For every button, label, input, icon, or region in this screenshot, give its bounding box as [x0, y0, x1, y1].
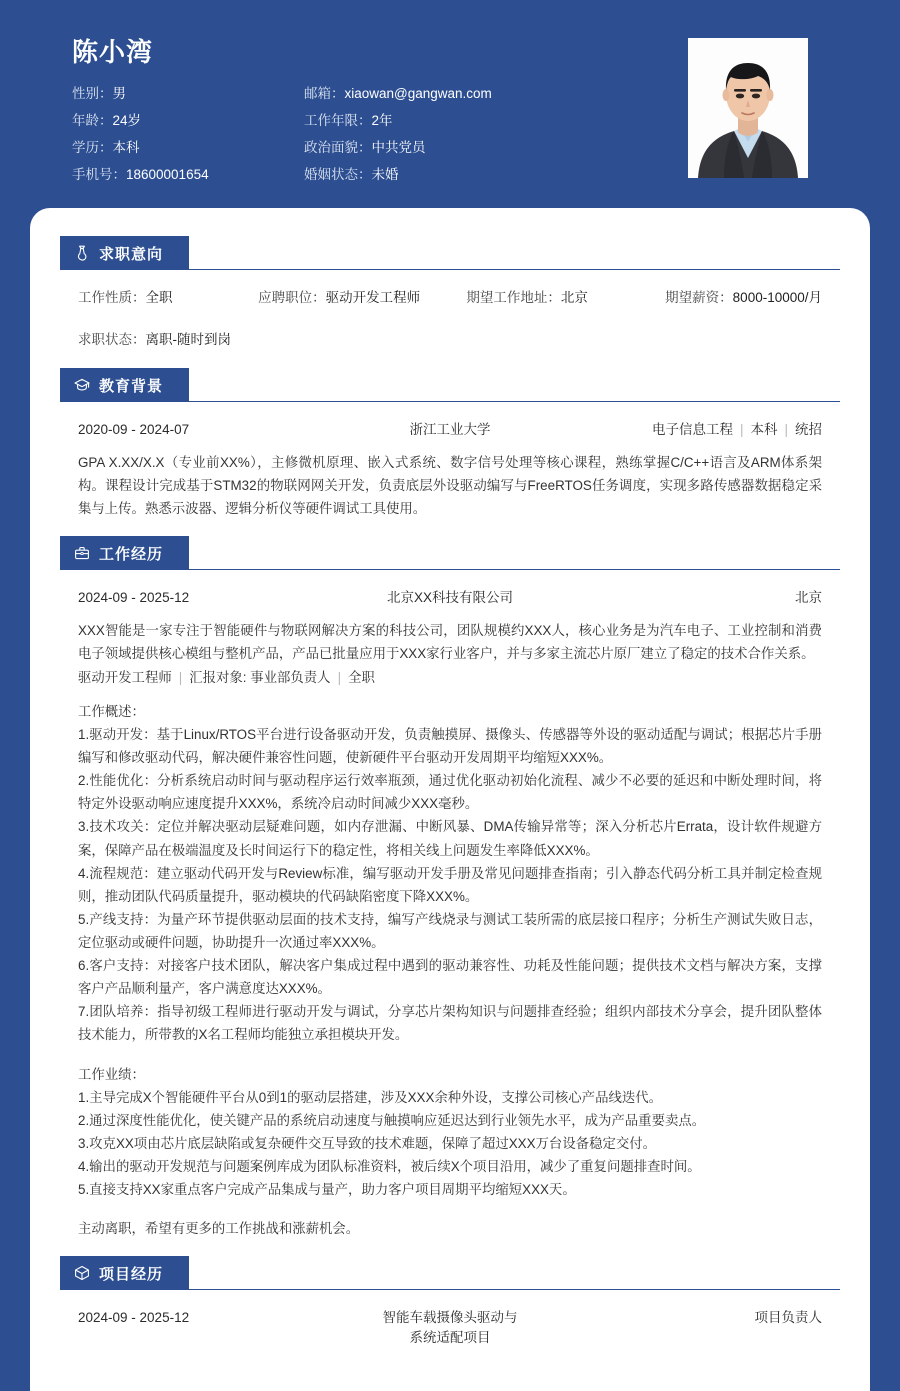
intention-job-nature-label: 工作性质：: [78, 290, 146, 305]
section-title-text: 项目经历: [99, 1265, 164, 1283]
work-company: 北京XX科技有限公司: [386, 590, 513, 606]
section-title-bar: [60, 1256, 189, 1290]
header-field-email-value: xiaowan@gangwan.com: [344, 85, 492, 101]
education-major: 电子信息工程: [651, 422, 733, 437]
header-field-phone-label: 手机号：: [72, 166, 126, 182]
header-field-experience: [304, 109, 644, 129]
graduation-cap-icon: [74, 377, 90, 393]
intention-position: [258, 286, 466, 306]
section-title-text: 教育背景: [99, 377, 164, 395]
necktie-icon: [74, 245, 90, 261]
work-overview-item: 6.客户支持：对接客户技术团队，解决客户集成过程中遇到的驱动兼容性、功耗及性能问题；提供技术文档与解决方案，支撑客户产品顺利量产，客户满意度达XXX%。: [78, 957, 822, 996]
header-field-email: [304, 82, 644, 102]
work-achievement-title: 工作业绩：: [78, 1066, 145, 1082]
section-title-bar: [60, 236, 189, 270]
header-field-gender-label: 性别：: [72, 85, 113, 101]
section-body-job-intention: [60, 270, 840, 366]
intention-job-nature-value: 全职: [145, 290, 173, 305]
section-body-education: [60, 402, 840, 534]
section-title-bar: [60, 536, 189, 570]
header-field-education-label: 学历：: [72, 139, 113, 155]
resume-body-card: [30, 208, 870, 1391]
work-overview-item: 4.流程规范：建立驱动代码开发与Review标准，编写驱动开发手册及常见问题排查指南；引入静态代码分析工具并制定检查规则，推动团队代码质量提升，驱动模块的代码缺陷密度下降XXX%。: [78, 865, 822, 904]
header-field-marital: [304, 163, 644, 183]
intention-location: [466, 286, 665, 306]
section-title-bar: [60, 368, 189, 402]
resume-header: [0, 0, 900, 208]
header-info-row: [72, 159, 652, 186]
header-field-phone-value: 18600001654: [126, 166, 209, 182]
header-field-gender-value: 男: [112, 85, 126, 101]
work-overview-item: 5.产线支持：为量产环节提供驱动层面的技术支持，编写产线烧录与测试工装所需的底层接口程序；分析生产测试失败日志，定位驱动或硬件问题，协助提升一次通过率XXX%。: [78, 911, 822, 950]
candidate-name: 陈小湾: [72, 37, 154, 67]
header-info-row: [72, 78, 652, 105]
header-field-age: [72, 109, 304, 129]
intention-location-label: 期望工作地址：: [466, 290, 561, 305]
work-position-line: [78, 667, 822, 686]
header-field-political-label: 政治面貌：: [304, 139, 372, 155]
intention-status-label: 求职状态：: [78, 332, 146, 347]
project-entry-header: [78, 1306, 822, 1346]
intention-salary-value: 8000-10000/月: [732, 290, 822, 305]
project-name: 智能车载摄像头驱动与系统适配项目: [382, 1310, 518, 1346]
header-info-grid: [72, 78, 652, 186]
header-field-political-value: 中共党员: [371, 139, 426, 155]
meta-separator: |: [739, 422, 744, 437]
project-date: 2024-09 - 2025-12: [78, 1310, 190, 1326]
intention-status: [78, 328, 270, 348]
meta-separator: |: [784, 422, 788, 437]
section-header-project-experience: [60, 1256, 840, 1290]
intention-row: [78, 328, 822, 348]
section-body-work-experience: [60, 570, 840, 1254]
work-overview-item: 7.团队培养：指导初级工程师进行驱动开发与调试，分享芯片架构知识与问题排查经验；组织内部技术分享会，提升团队整体技术能力，所带教的X名工程师均能独立承担模块开发。: [78, 1003, 822, 1042]
header-field-marital-value: 未婚: [371, 166, 399, 182]
header-field-email-label: 邮箱：: [304, 85, 345, 101]
work-achievement-item: 5.直接支持XX家重点客户完成产品集成与量产，助力客户项目周期平均缩短XXX天。: [78, 1182, 576, 1198]
meta-separator: |: [337, 670, 342, 686]
box-icon: [74, 1265, 90, 1281]
section-education: [60, 368, 840, 534]
section-header-work-experience: [60, 536, 840, 570]
work-achievement-item: 2.通过深度性能优化，使关键产品的系统启动速度与触摸响应延迟达到行业领先水平，成为产品重要卖点。: [78, 1113, 706, 1129]
project-role: 项目负责人: [754, 1310, 822, 1326]
header-info-row: [72, 132, 652, 159]
education-meta: [522, 418, 822, 438]
intention-position-label: 应聘职位：: [258, 290, 326, 305]
work-job-type: 全职: [348, 670, 375, 686]
work-company-intro: XXX智能是一家专注于智能硬件与物联网解决方案的科技公司，团队规模约XXX人，核心业务是为汽车电子、工业控制和消费电子领域提供核心模组与整机产品，产品已批量应用于XXX家行业客户，并与多家主流芯片原厂建立了稳定的技术合作关系。: [78, 623, 822, 662]
work-overview-item: 2.性能优化：分析系统启动时间与驱动程序运行效率瓶颈，通过优化驱动初始化流程、减少不必要的延迟和中断处理时间，将特定外设驱动响应速度提升XXX%，系统冷启动时间减少XXX毫秒。: [78, 773, 822, 812]
spacer: [78, 1046, 822, 1063]
work-entry-header: [78, 586, 822, 606]
header-field-education: [72, 136, 304, 156]
section-header-job-intention: [60, 236, 840, 270]
header-field-age-value: 24岁: [112, 112, 142, 128]
section-project-experience: [60, 1256, 840, 1373]
header-info-row: [72, 105, 652, 132]
intention-row: [78, 286, 822, 306]
intention-position-value: 驱动开发工程师: [325, 290, 421, 305]
education-school: 浙江工业大学: [409, 422, 491, 437]
section-body-project-experience: [60, 1290, 840, 1373]
education-date: 2020-09 - 2024-07: [78, 422, 190, 437]
header-field-marital-label: 婚姻状态：: [304, 166, 372, 182]
education-entry-header: [78, 418, 822, 438]
meta-separator: |: [178, 670, 183, 686]
header-field-phone: [72, 163, 304, 183]
header-field-experience-value: 2年: [371, 112, 393, 128]
header-field-experience-label: 工作年限：: [304, 112, 372, 128]
work-report-to: 汇报对象: 事业部负责人: [189, 670, 331, 686]
briefcase-icon: [74, 545, 90, 561]
header-field-political: [304, 136, 644, 156]
section-job-intention: [60, 236, 840, 366]
header-field-age-label: 年龄：: [72, 112, 113, 128]
work-overview-title: 工作概述：: [78, 704, 145, 720]
section-work-experience: [60, 536, 840, 1254]
intention-job-nature: [78, 286, 258, 306]
work-overview-item: 3.技术攻关：定位并解决驱动层疑难问题，如内存泄漏、中断风暴、DMA传输异常等；深入分析芯片Errata，设计软件规避方案，保障产品在极端温度及长时间运行下的稳定性，将相关线上问题发生率降低XXX%。: [78, 819, 822, 858]
work-overview-item: 1.驱动开发：基于Linux/RTOS平台进行设备驱动开发，负责触摸屏、摄像头、传感器等外设的驱动适配与调试；根据芯片手册编写和修改驱动代码，解决硬件兼容性问题，使新硬件平台驱动开发周期平均缩短XXX%。: [78, 727, 822, 766]
intention-salary-label: 期望薪资：: [665, 290, 733, 305]
work-position: 驱动开发工程师: [78, 670, 172, 686]
intention-status-value: 离职-随时到岗: [145, 332, 231, 347]
work-achievement-item: 1.主导完成X个智能硬件平台从0到1的驱动层搭建，涉及XXX余种外设，支撑公司核心产品线迭代。: [78, 1089, 663, 1105]
work-closing-note: 主动离职，希望有更多的工作挑战和涨薪机会。: [78, 1221, 360, 1237]
education-admission: 统招: [795, 422, 822, 437]
intention-location-value: 北京: [560, 290, 588, 305]
header-field-gender: [72, 82, 304, 102]
education-degree: 本科: [750, 422, 778, 437]
header-field-education-value: 本科: [112, 139, 140, 155]
section-header-education: [60, 368, 840, 402]
work-location: 北京: [795, 590, 822, 606]
portrait-photo: [688, 38, 808, 178]
intention-salary: [665, 286, 822, 306]
work-achievement-item: 3.攻克XX项由芯片底层缺陷或复杂硬件交互导致的技术难题，保障了超过XXX万台设备稳定交付。: [78, 1136, 657, 1152]
work-date: 2024-09 - 2025-12: [78, 590, 190, 606]
work-achievement-item: 4.输出的驱动开发规范与问题案例库成为团队标准资料，被后续X个项目沿用，减少了重复问题排查时间。: [78, 1159, 701, 1175]
education-description: GPA X.XX/X.X（专业前XX%），主修微机原理、嵌入式系统、数字信号处理等核心课程，熟练掌握C/C++语言及ARM体系架构。课程设计完成基于STM32的物联网网关开发，负责底层外设驱动编写与FreeRTOS任务调度，实现多路传感器数据稳定采集与上传。熟悉示波器、逻辑分析仪等硬件调试工具使用。: [78, 455, 822, 517]
section-title-text: 工作经历: [99, 545, 164, 563]
section-title-text: 求职意向: [99, 245, 164, 263]
